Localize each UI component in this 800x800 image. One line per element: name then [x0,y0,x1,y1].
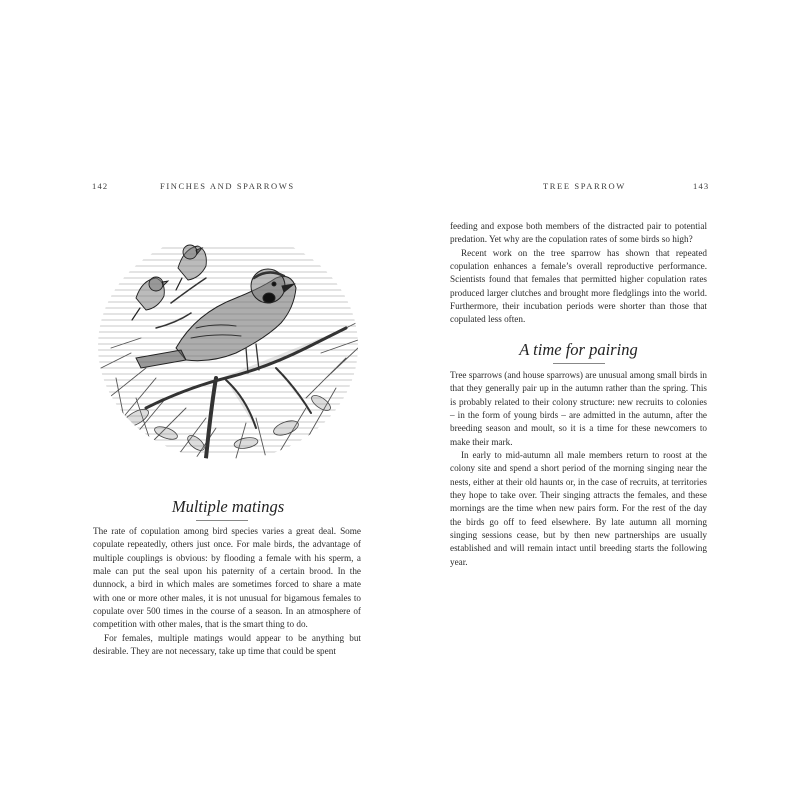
paragraph: Recent work on the tree sparrow has shown that repeated copulation enhances a female’s overall reproductive performance. Scientists found that females that permitted higher copulation rates produced larger clutches and brought more fledglings into the world. Furthermore, their incubation periods were shorter than those that copulated less often. [450,247,707,325]
left-body-text [93,525,361,658]
paragraph: In early to mid-autumn all male members return to roost at the colony site and spend a short period of the morning singing near the nests, either at their old haunts or, in the case of recruits, at territories they hope to take over. Their singing attracts the females, and these mornings are the time when new pairs form. For the rest of the day the birds go off to feed elsewhere. By late autumn all morning singing sessions cease, but by then new partnerships are usually established and will remain intact until breeding starts the following year. [450,450,707,567]
title-rule-right [553,363,605,364]
running-head-right: TREE SPARROW [543,181,626,191]
running-head-left: FINCHES AND SPARROWS [160,181,295,191]
right-body-text-bottom [450,369,707,569]
paragraph: The rate of copulation among bird species varies a great deal. Some copulate repeatedly, others just once. For male birds, the advantage of multiple couplings is obvious: by flooding a female with his sperm, a male can put the seal upon his paternity of a certain brood. In the dunnock, a bird in which males are sometimes forced to share a mate with one or more other males, it is not unusual for bigamous females to copulate over 500 times in the course of a season. In an atmosphere of competition with other males, that is the smart thing to do. [93,526,361,630]
paragraph: feeding and expose both members of the distracted pair to potential predation. Yet why are the copulation rates of some birds so high? [450,221,707,245]
section-title-multiple-matings: Multiple matings [171,497,285,516]
right-body-text-top [450,220,707,327]
paragraph: For females, multiple matings would appear to be anything but desirable. They are not necessary, take up time that could be spent [93,632,361,657]
paragraph: Tree sparrows (and house sparrows) are unusual among small birds in that they generally pair up in the autumn rather than the spring. This is probably related to their colony structure: new recruits to colonies – in the form of young birds – are admitted in the autumn, after the breeding season and moult, so it is a time for these newcomers to make their mark. [450,370,707,447]
section-title-time-for-pairing: A time for pairing [519,340,638,359]
page-number-right: 143 [693,181,710,191]
sparrows-engraving-icon [96,228,360,462]
page-number-left: 142 [92,181,109,191]
title-rule-left [196,520,248,521]
